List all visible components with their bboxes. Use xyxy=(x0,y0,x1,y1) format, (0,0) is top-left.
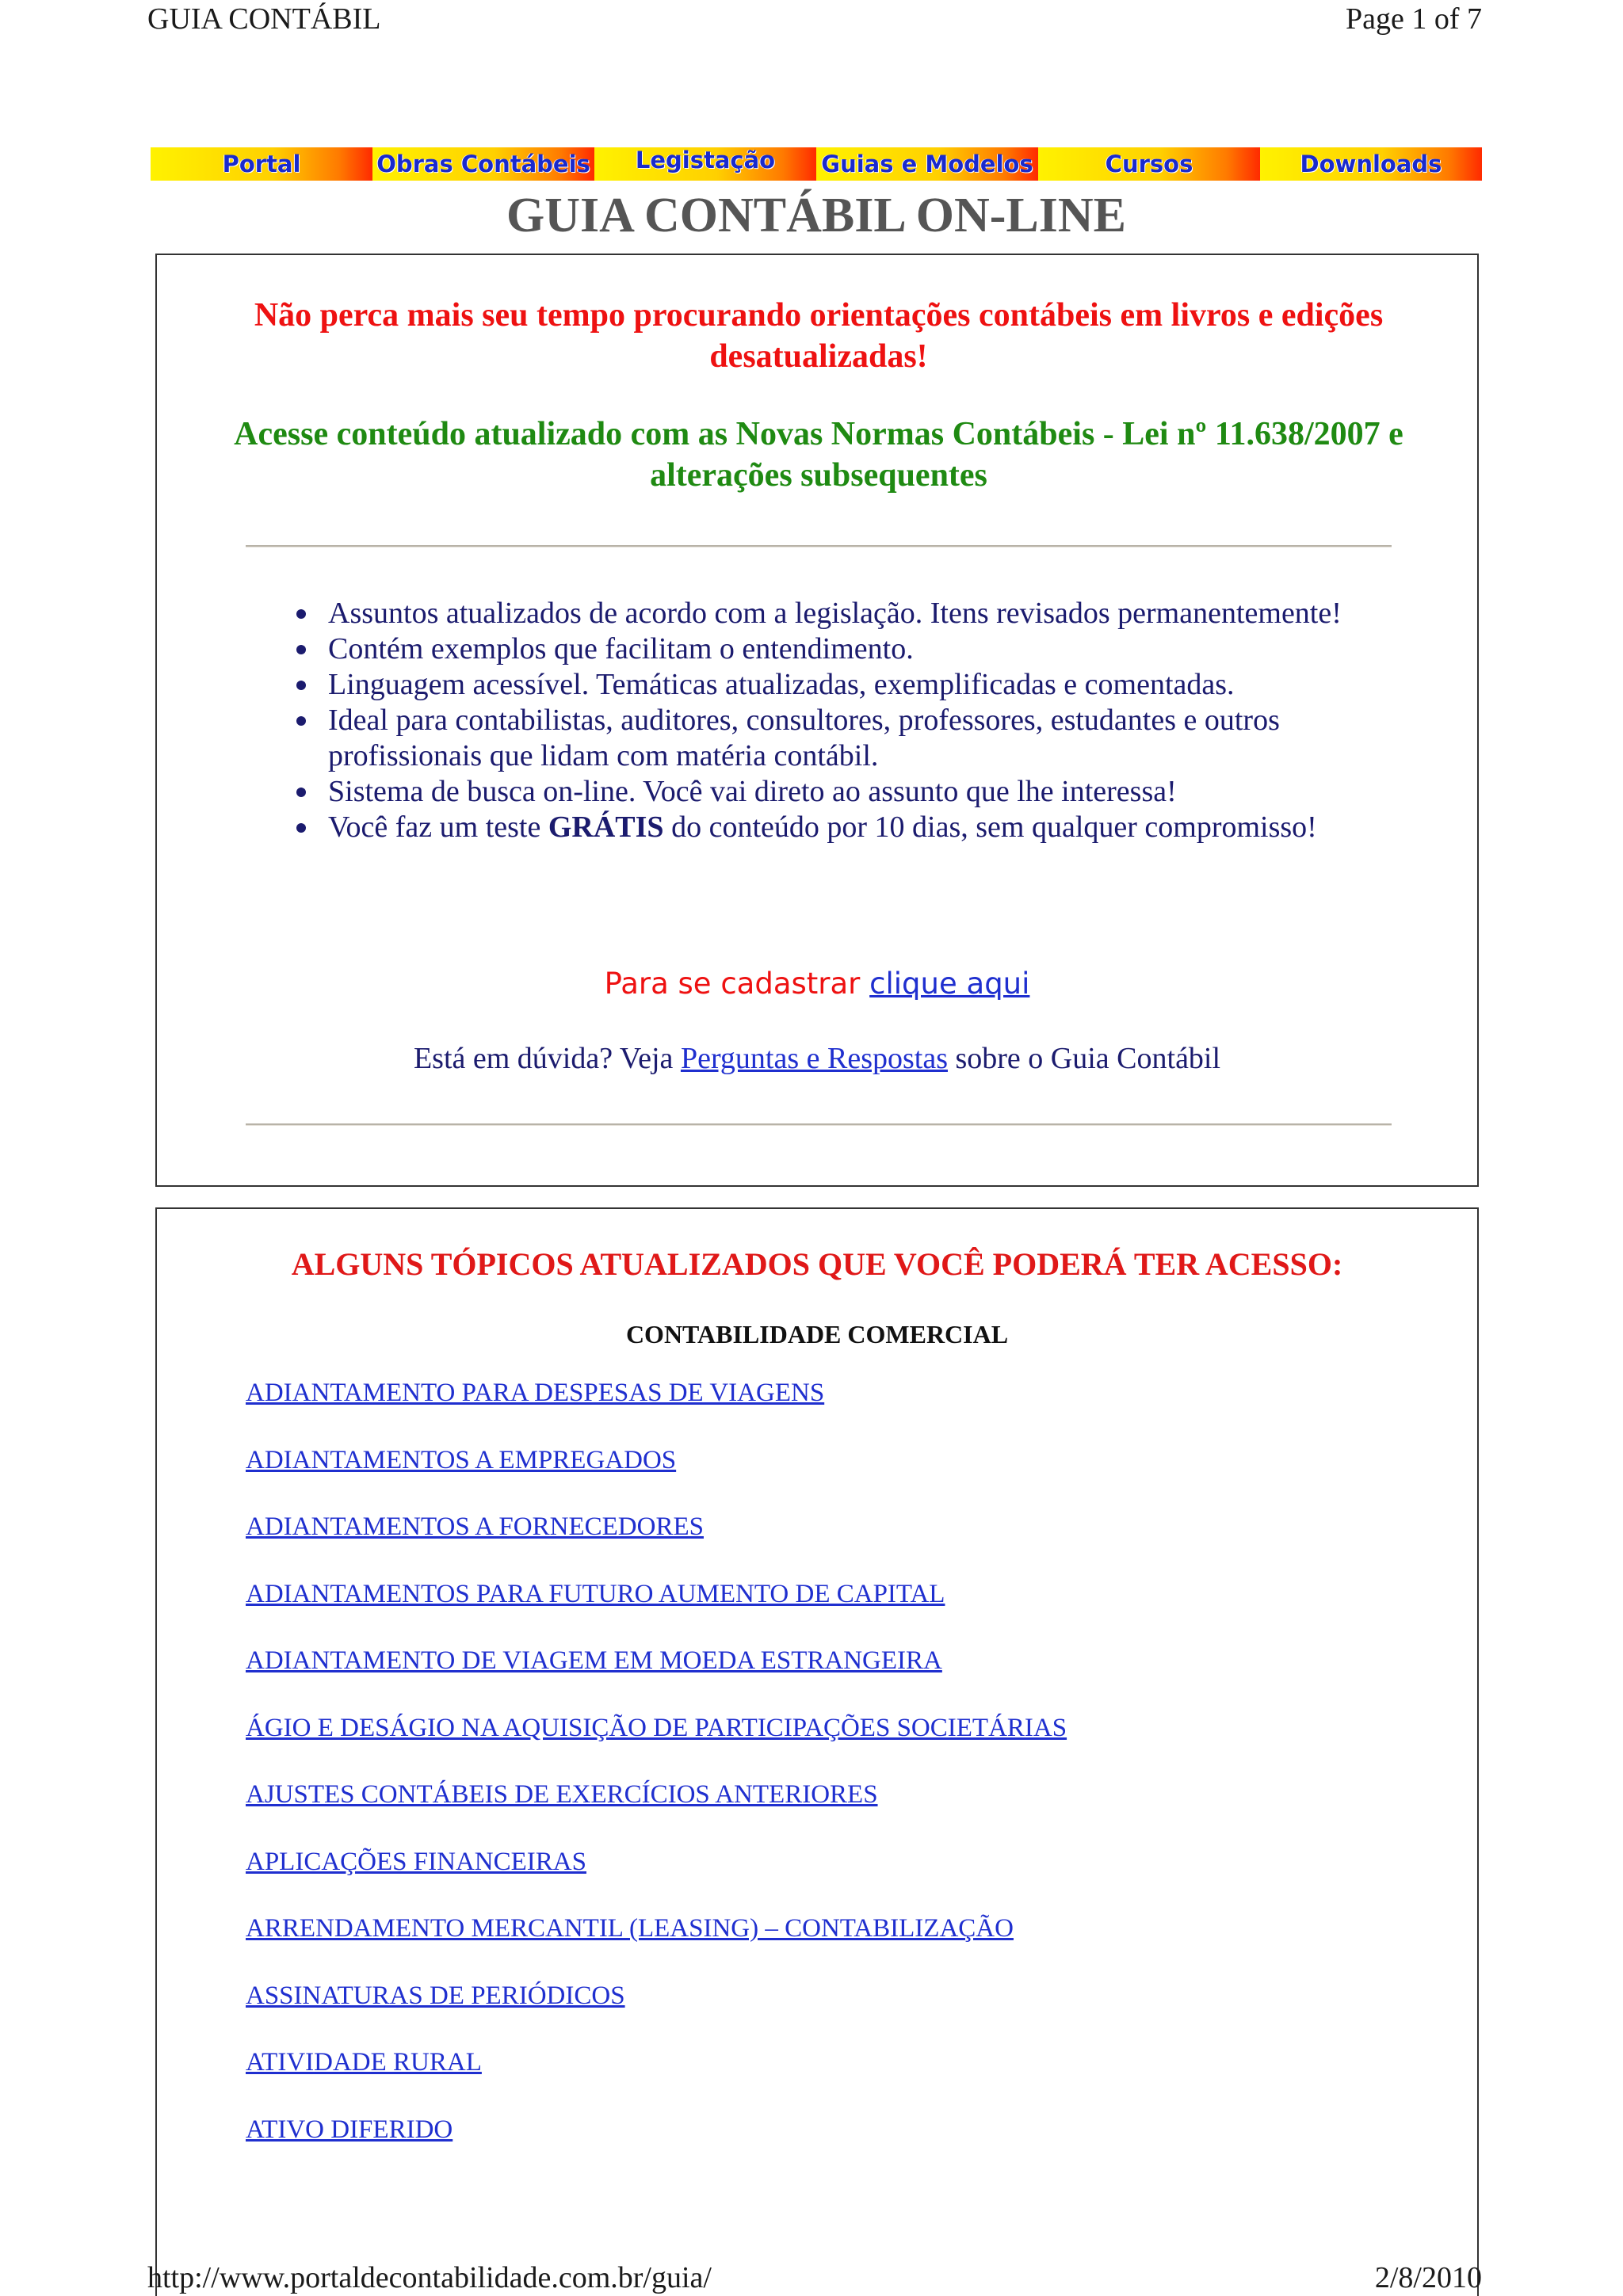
promo-headline-red: Não perca mais seu tempo procurando orientações contábeis em livros e edições desatualizadas! xyxy=(254,297,1384,375)
topic-item xyxy=(246,1375,1067,1443)
page-title: GUIA CONTÁBIL ON-LINE xyxy=(506,189,1127,242)
print-footer-date: 2/8/2010 xyxy=(1374,2261,1482,2294)
bullet-icon xyxy=(296,681,306,690)
topic-item xyxy=(246,1643,1067,1711)
feature-text: do conteúdo por 10 dias, sem qualquer compromisso! xyxy=(663,810,1317,844)
topic-item xyxy=(246,1711,1067,1778)
divider-top xyxy=(246,545,1392,547)
nav-obras-contabeis[interactable]: Obras Contábeis xyxy=(372,147,594,181)
topic-link[interactable]: AJUSTES CONTÁBEIS DE EXERCÍCIOS ANTERIORES xyxy=(246,1780,878,1809)
print-header-page: Page 1 of 7 xyxy=(1345,2,1482,36)
free-emphasis: GRÁTIS xyxy=(548,810,664,844)
feature-text: Contém exemplos que facilitam o entendimento. xyxy=(328,632,914,666)
topic-link[interactable]: APLICAÇÕES FINANCEIRAS xyxy=(246,1847,586,1876)
signup-line xyxy=(157,965,1477,1003)
feature-text: Ideal para contabilistas, auditores, consultores, professores, estudantes e outros profissionais que lidam com matéria contábil. xyxy=(328,704,1280,772)
section-heading: CONTABILIDADE COMERCIAL xyxy=(625,1320,1009,1348)
feature-text: Linguagem acessível. Temáticas atualizadas, exemplificadas e comentadas. xyxy=(328,668,1235,701)
divider-bottom xyxy=(246,1123,1392,1126)
topic-link[interactable]: ARRENDAMENTO MERCANTIL (LEASING) – CONTABILIZAÇÃO xyxy=(246,1914,1014,1943)
faq-text-before: Está em dúvida? Veja xyxy=(413,1042,681,1075)
topic-link[interactable]: ADIANTAMENTOS PARA FUTURO AUMENTO DE CAPITAL xyxy=(246,1579,945,1608)
nav-downloads[interactable]: Downloads xyxy=(1260,147,1482,181)
topic-item xyxy=(246,1978,1067,2046)
feature-item xyxy=(328,631,1390,667)
nav-legislacao[interactable]: Legistação xyxy=(594,147,816,181)
faq-line xyxy=(157,1039,1477,1077)
print-footer-url: http://www.portaldecontabilidade.com.br/guia/ xyxy=(147,2261,712,2294)
print-header-title: GUIA CONTÁBIL xyxy=(147,2,381,36)
feature-list xyxy=(328,596,1390,845)
topic-item xyxy=(246,1509,1067,1577)
feature-text: Assuntos atualizados de acordo com a legislação. Itens revisados permanentemente! xyxy=(328,597,1342,630)
topic-item xyxy=(246,2112,1067,2180)
bullet-icon xyxy=(296,645,306,654)
topic-link[interactable]: ADIANTAMENTOS A FORNECEDORES xyxy=(246,1512,704,1541)
feature-item xyxy=(328,810,1390,845)
feature-text: Você faz um teste xyxy=(328,810,548,844)
topics-box xyxy=(155,1207,1479,2296)
topic-link[interactable]: ATIVIDADE RURAL xyxy=(246,2048,482,2077)
promo-headline-green: Acesse conteúdo atualizado com as Novas Normas Contábeis - Lei nº 11.638/2007 e alterações subsequentes xyxy=(234,416,1403,494)
feature-item xyxy=(328,774,1390,810)
topic-item xyxy=(246,1577,1067,1644)
bullet-icon xyxy=(296,788,306,797)
faq-text-after: sobre o Guia Contábil xyxy=(947,1042,1221,1075)
feature-item xyxy=(328,596,1390,631)
topic-item xyxy=(246,2045,1067,2112)
topic-link[interactable]: ADIANTAMENTO DE VIAGEM EM MOEDA ESTRANGEIRA xyxy=(246,1646,942,1675)
feature-item xyxy=(328,703,1390,774)
topic-item xyxy=(246,1911,1067,1978)
nav-guias-e-modelos[interactable]: Guias e Modelos xyxy=(816,147,1038,181)
topic-link[interactable]: ATIVO DIFERIDO xyxy=(246,2115,453,2144)
promo-box xyxy=(155,254,1479,1187)
signup-text: Para se cadastrar xyxy=(604,967,870,1001)
feature-item xyxy=(328,667,1390,703)
main-nav xyxy=(151,147,1482,181)
nav-portal[interactable]: Portal xyxy=(151,147,372,181)
topic-item xyxy=(246,1443,1067,1510)
topics-heading: ALGUNS TÓPICOS ATUALIZADOS QUE VOCÊ PODERÁ TER ACESSO: xyxy=(291,1246,1343,1282)
signup-link[interactable]: clique aqui xyxy=(869,967,1030,1001)
topic-link[interactable]: ADIANTAMENTO PARA DESPESAS DE VIAGENS xyxy=(246,1379,825,1407)
feature-text: Sistema de busca on-line. Você vai direto ao assunto que lhe interessa! xyxy=(328,775,1177,808)
bullet-icon xyxy=(296,823,306,833)
faq-link[interactable]: Perguntas e Respostas xyxy=(680,1042,948,1075)
nav-cursos[interactable]: Cursos xyxy=(1038,147,1260,181)
topic-list xyxy=(246,1375,1067,2179)
topic-item xyxy=(246,1777,1067,1844)
bullet-icon xyxy=(296,716,306,726)
bullet-icon xyxy=(296,609,306,619)
topic-item xyxy=(246,1844,1067,1912)
print-header xyxy=(147,0,1482,48)
topic-link[interactable]: ASSINATURAS DE PERIÓDICOS xyxy=(246,1981,625,2010)
print-footer xyxy=(147,2260,1482,2296)
topic-link[interactable]: ADIANTAMENTOS A EMPREGADOS xyxy=(246,1445,677,1474)
topic-link[interactable]: ÁGIO E DESÁGIO NA AQUISIÇÃO DE PARTICIPAÇÕES SOCIETÁRIAS xyxy=(246,1713,1067,1742)
